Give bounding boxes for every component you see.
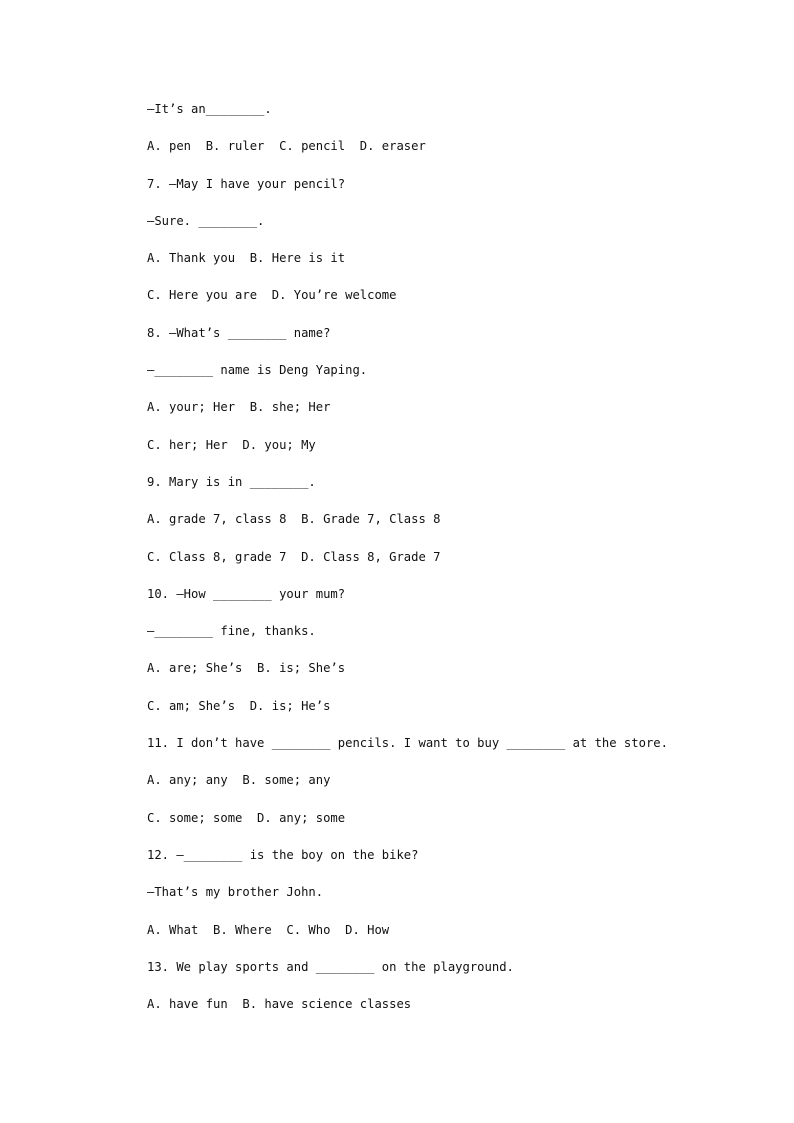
- text-line: C. some; some D. any; some: [147, 810, 346, 825]
- text-line: A. are; She’s B. is; She’s: [147, 661, 346, 676]
- text-line: —That’s my brother John.: [147, 885, 324, 900]
- text-line: —Sure. ________.: [147, 213, 265, 228]
- text-line: A. pen B. ruler C. pencil D. eraser: [147, 139, 426, 154]
- text-line: C. her; Her D. you; My: [147, 437, 316, 452]
- text-line: —It’s an________.: [147, 102, 272, 116]
- text-line: A. grade 7, class 8 B. Grade 7, Class 8: [147, 512, 441, 527]
- text-line: 11. I don’t have ________ pencils. I want to buy ________ at the store.: [147, 736, 668, 751]
- text-line: A. any; any B. some; any: [147, 773, 331, 788]
- text-line: A. What B. Where C. Who D. How: [147, 922, 390, 937]
- text-line: 7. —May I have your pencil?: [147, 176, 346, 191]
- text-line: —________ name is Deng Yaping.: [147, 363, 368, 378]
- text-line: 12. —________ is the boy on the bike?: [147, 847, 419, 862]
- text-line: 10. —How ________ your mum?: [147, 586, 346, 601]
- text-line: C. am; She’s D. is; He’s: [147, 698, 331, 713]
- question-list: [147, 99, 747, 1031]
- text-line: A. have fun B. have science classes: [147, 997, 412, 1012]
- text-line: 9. Mary is in ________.: [147, 474, 316, 489]
- text-line: 8. —What’s ________ name?: [147, 325, 331, 340]
- text-line: C. Class 8, grade 7 D. Class 8, Grade 7: [147, 549, 441, 564]
- text-line: —________ fine, thanks.: [147, 624, 316, 639]
- text-line: A. Thank you B. Here is it: [147, 251, 346, 266]
- text-line: C. Here you are D. You’re welcome: [147, 288, 397, 303]
- text-line: 13. We play sports and ________ on the playground.: [147, 959, 514, 974]
- text-line: A. your; Her B. she; Her: [147, 400, 331, 415]
